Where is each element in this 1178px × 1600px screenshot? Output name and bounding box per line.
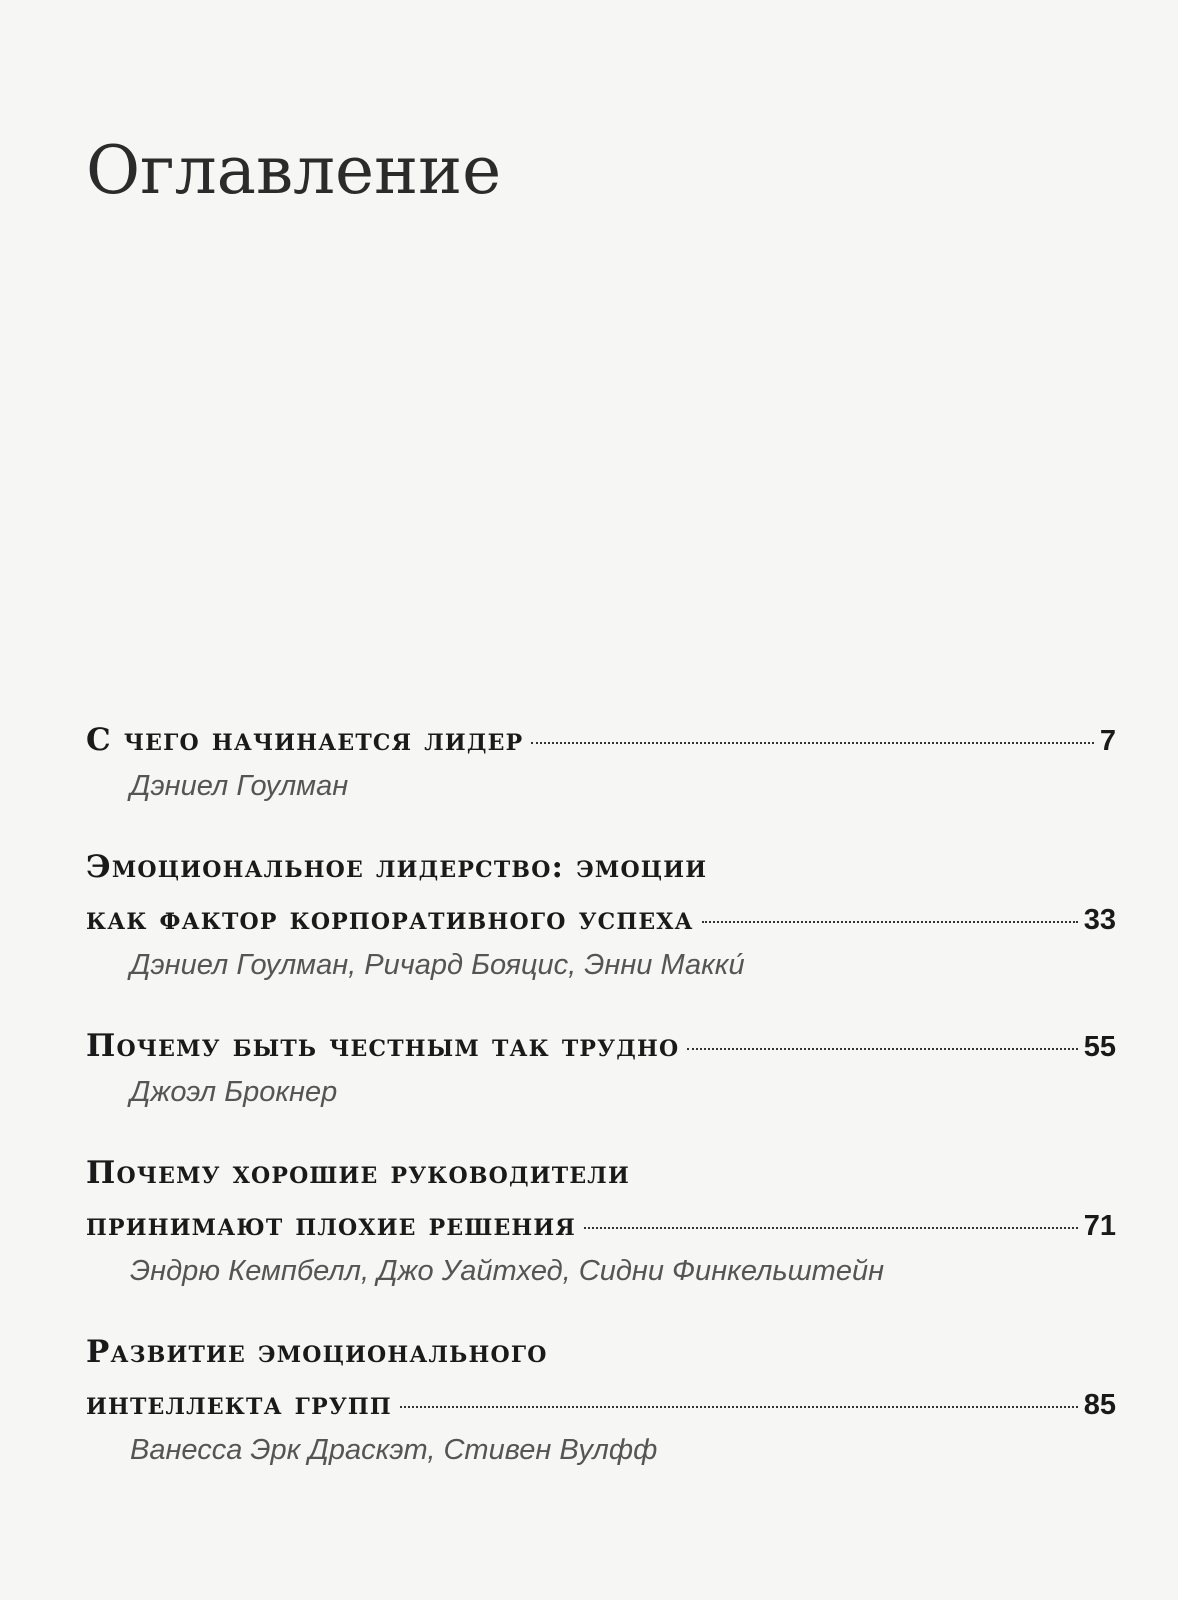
toc-entry-title-continued: как фактор корпоративного успеха xyxy=(86,901,694,937)
toc-entry-authors: Эндрю Кемпбелл, Джо Уайтхед, Сидни Финкельштейн xyxy=(130,1255,885,1287)
toc-entry-authors: Дэниел Гоулман xyxy=(130,770,349,802)
toc-entry-line xyxy=(86,1207,1116,1259)
toc-page-number: 71 xyxy=(1083,1210,1116,1242)
toc-entry xyxy=(86,1334,1116,1467)
toc-entry-line xyxy=(86,901,1116,953)
toc-entry-line xyxy=(86,1155,1116,1207)
toc-entry-line xyxy=(86,1386,1116,1438)
toc-page-number: 33 xyxy=(1083,904,1116,936)
page-title: Оглавление xyxy=(86,132,502,210)
toc-entry-title: С чего начинается лидер xyxy=(86,722,524,758)
dot-leader xyxy=(400,1406,1078,1408)
toc-entry-authors: Ванесса Эрк Драскэт, Стивен Вулфф xyxy=(130,1434,658,1466)
toc-entry-title-continued: принимают плохие решения xyxy=(86,1207,576,1243)
dot-leader xyxy=(702,921,1078,923)
toc-entry-title-continued: интеллекта групп xyxy=(86,1386,392,1422)
toc-entry-title: Почему быть честным так трудно xyxy=(86,1028,680,1064)
toc-entry xyxy=(86,1028,1116,1109)
toc-entry-line xyxy=(86,722,1116,774)
toc-entry-title: Эмоциональное лидерство: эмоции xyxy=(86,849,708,885)
toc-page-number: 55 xyxy=(1083,1031,1116,1063)
toc-entry-title: Почему хорошие руководители xyxy=(86,1155,630,1191)
toc-entry xyxy=(86,849,1116,982)
toc-page-number: 85 xyxy=(1083,1389,1116,1421)
dot-leader xyxy=(531,742,1094,744)
toc-entry-line xyxy=(86,1028,1116,1080)
dot-leader xyxy=(584,1227,1078,1229)
toc-entry-authors: Джоэл Брокнер xyxy=(130,1076,338,1108)
toc-entry-line xyxy=(86,849,1116,901)
toc-entry-title: Развитие эмоционального xyxy=(86,1334,548,1370)
table-of-contents xyxy=(86,722,1116,1513)
toc-page-number: 7 xyxy=(1099,725,1116,757)
toc-entry-authors: Дэниел Гоулман, Ричард Бояцис, Энни Макки́ xyxy=(130,949,745,981)
toc-entry xyxy=(86,722,1116,803)
toc-entry xyxy=(86,1155,1116,1288)
dot-leader xyxy=(687,1048,1077,1050)
toc-entry-line xyxy=(86,1334,1116,1386)
